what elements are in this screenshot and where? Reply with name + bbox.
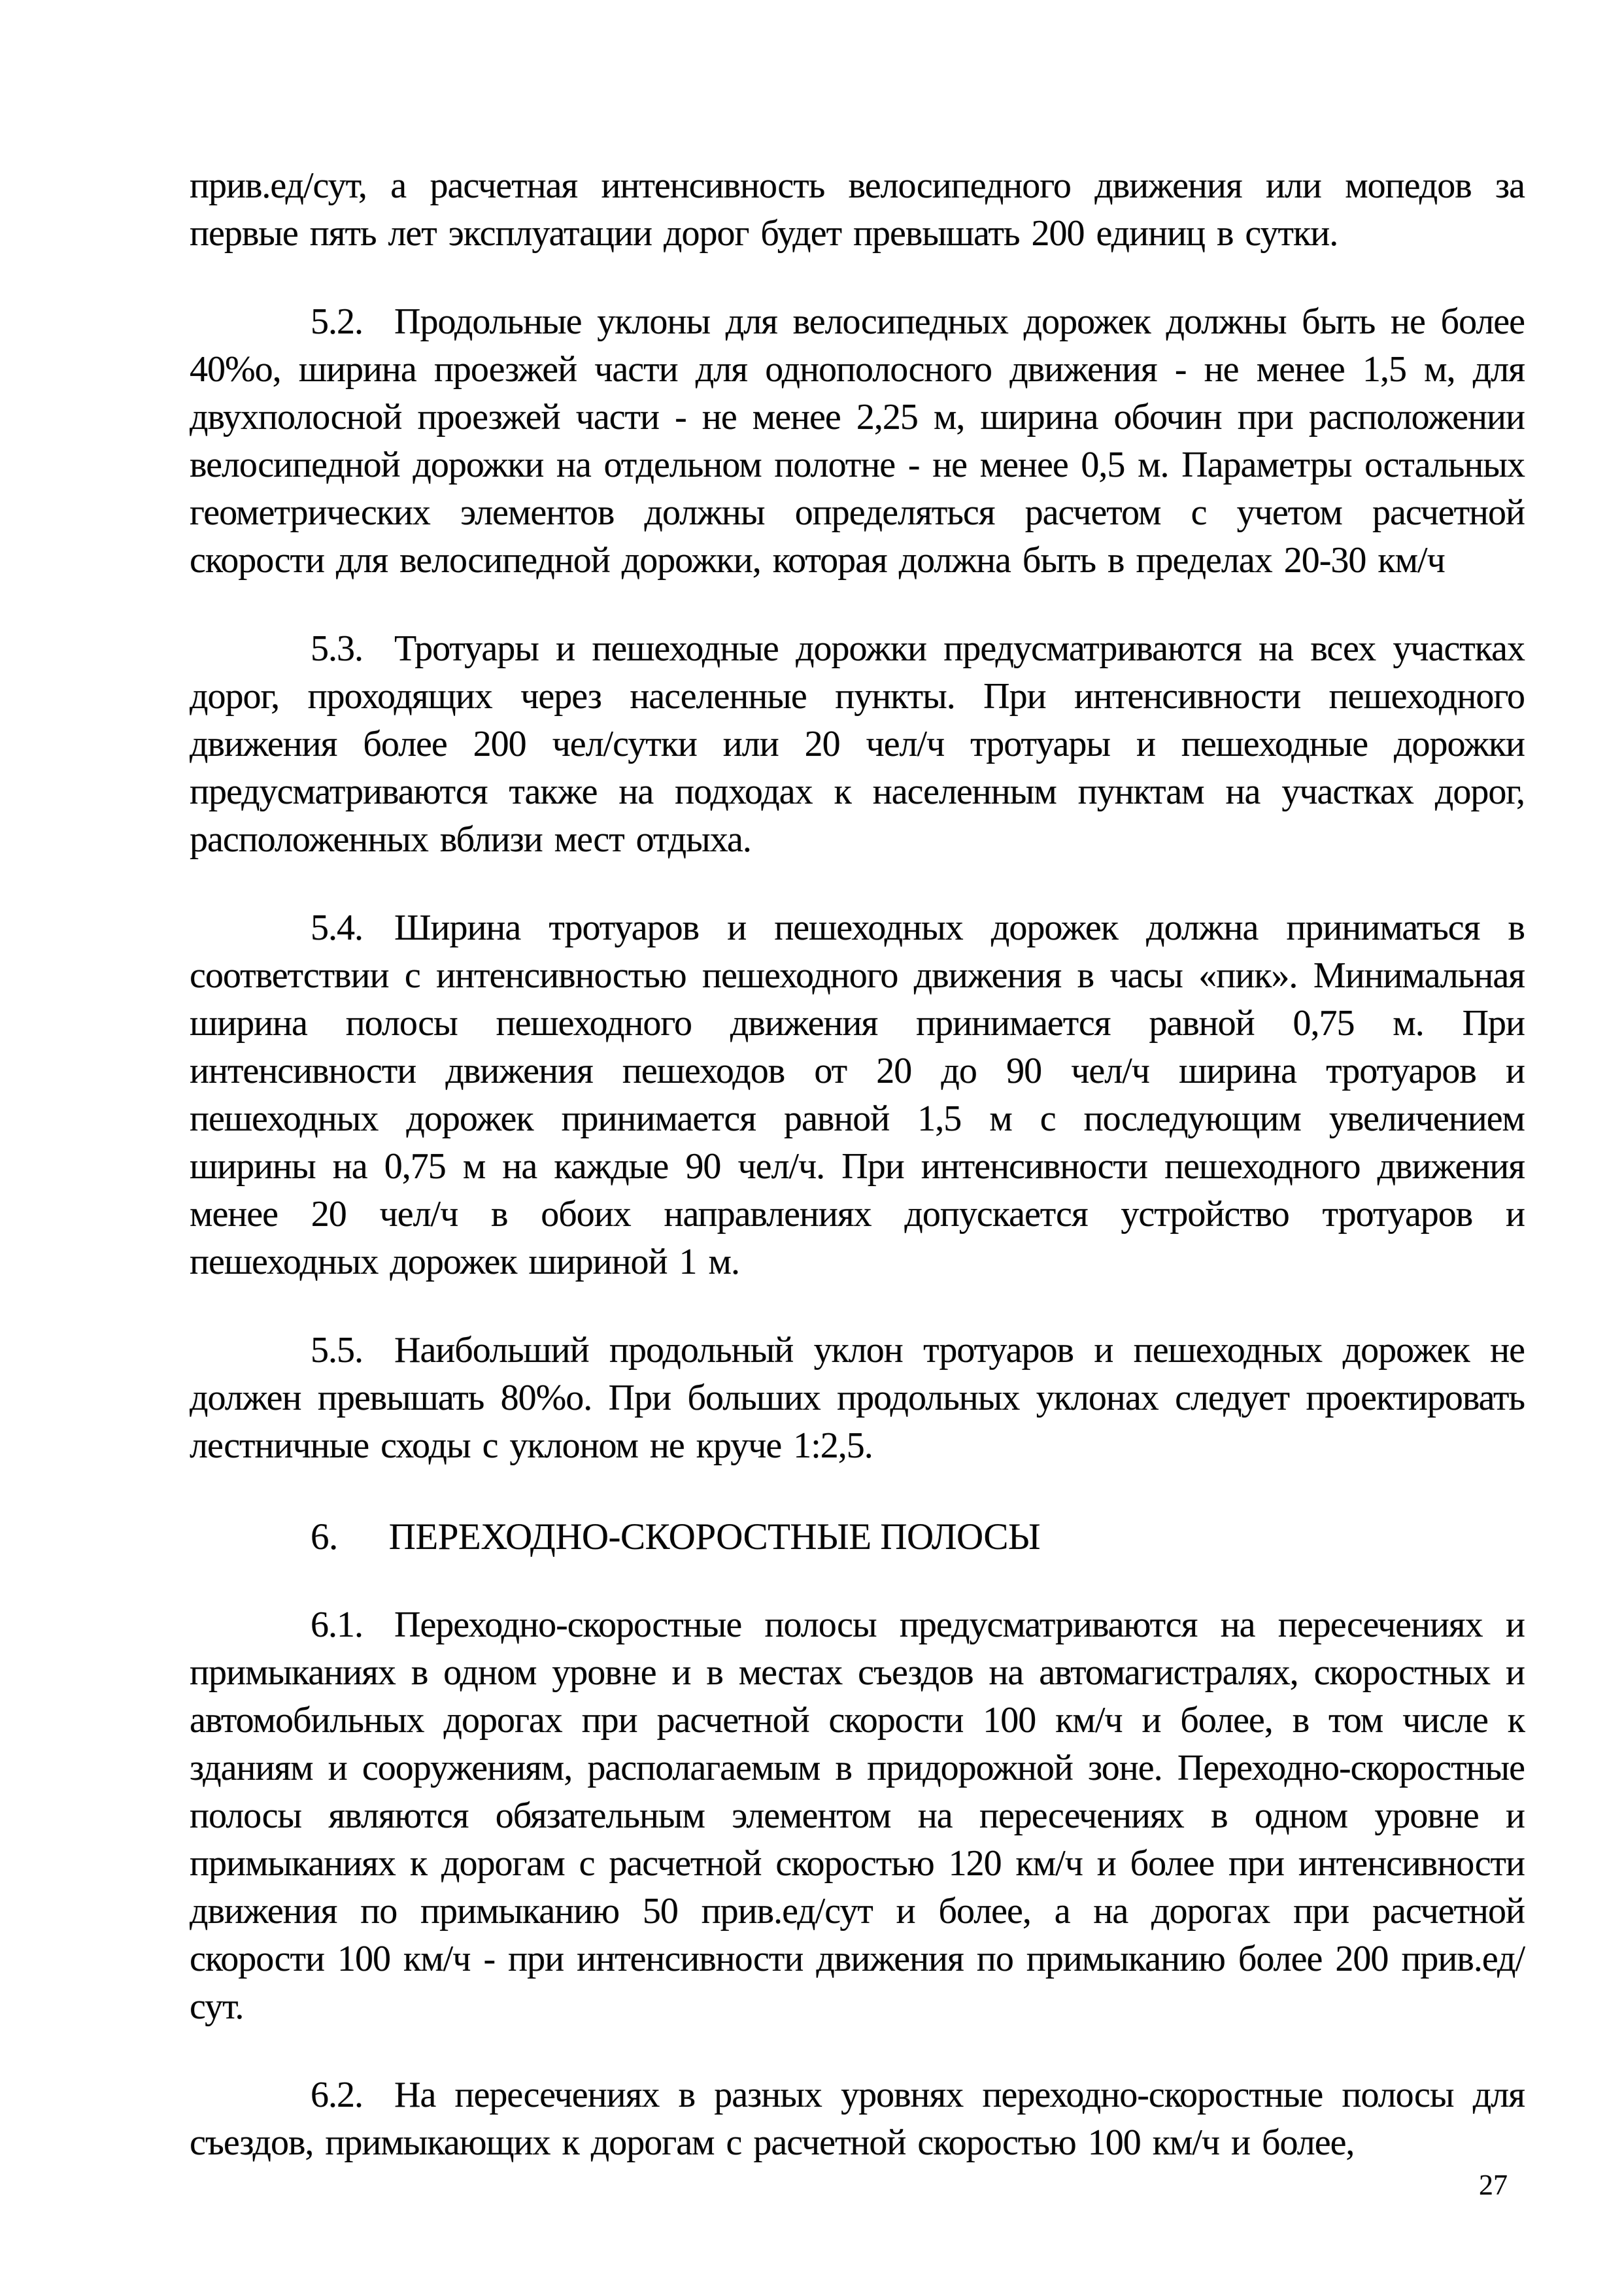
chapter-6-heading	[190, 1513, 1525, 1561]
paragraph-continuation: прив.ед/сут, а расчетная интенсивность велосипедного движения или мопедов за первые пять лет эксплуатации дорог будет превышать 200 единиц в сутки.	[190, 165, 1525, 254]
document-body	[190, 162, 1525, 2167]
section-6-1-text: Переходно-скоростные полосы предусматриваются на пересечениях и примыканиях в одном уровне и в местах съездов на автомагистралях, скоростных и автомобильных дорогах при расчетной скорости 100 км/ч и более, в том числе к зданиям и сооружениям, располагаемым в придорожной зоне. Переходно-скоростные полосы являются обязательным элементом на пересечениях в одном уровне и примыканиях к дорогам с расчетной скоростью 120 км/ч и более при интенсивности движения по примыканию 50 прив.ед/сут и более, а на дорогах при расчетной скорости 100 км/ч - при интенсивности движения по примыканию более 200 прив.ед/сут.	[190, 1605, 1525, 2027]
page-number: 27	[1479, 2169, 1508, 2201]
section-6-1-number: 6.1.	[311, 1605, 363, 1645]
section-5-4-number: 5.4.	[311, 908, 363, 948]
chapter-6-number: 6.	[311, 1516, 338, 1557]
section-5-2	[190, 298, 1525, 585]
section-5-4	[190, 904, 1525, 1286]
section-5-3	[190, 625, 1525, 864]
section-5-5	[190, 1327, 1525, 1470]
section-6-2-number: 6.2.	[311, 2075, 363, 2115]
section-5-5-number: 5.5.	[311, 1330, 363, 1370]
section-5-3-text: Тротуары и пешеходные дорожки предусматриваются на всех участках дорог, проходящих через населенные пункты. При интенсивности пешеходного движения более 200 чел/сутки или 20 чел/ч тротуары и пешеходные дорожки предусматриваются также на подходах к населенным пунктам на участках дорог, расположенных вблизи мест отдыха.	[190, 628, 1525, 860]
section-5-5-text: Наибольший продольный уклон тротуаров и пешеходных дорожек не должен превышать 80%о. При больших продольных уклонах следует проектировать лестничные сходы с уклоном не круче 1:2,5.	[190, 1330, 1525, 1466]
section-6-2	[190, 2071, 1525, 2167]
section-5-4-text: Ширина тротуаров и пешеходных дорожек должна приниматься в соответствии с интенсивностью пешеходного движения в часы «пик». Минимальная ширина полосы пешеходного движения принимается равной 0,75 м. При интенсивности движения пешеходов от 20 до 90 чел/ч ширина тротуаров и пешеходных дорожек принимается равной 1,5 м с последующим увеличением ширины на 0,75 м на каждые 90 чел/ч. При интенсивности пешеходного движения менее 20 чел/ч в обоих направлениях допускается устройство тротуаров и пешеходных дорожек шириной 1 м.	[190, 908, 1525, 1282]
chapter-6-title: ПЕРЕХОДНО-СКОРОСТНЫЕ ПОЛОСЫ	[388, 1516, 1041, 1557]
section-6-2-text: На пересечениях в разных уровнях переходно-скоростные полосы для съездов, примыкающих к дорогам с расчетной скоростью 100 км/ч и более,	[190, 2075, 1525, 2163]
section-5-2-number: 5.2.	[311, 301, 363, 342]
section-5-3-number: 5.3.	[311, 628, 363, 669]
section-6-1	[190, 1601, 1525, 2031]
section-5-2-text: Продольные уклоны для велосипедных дорожек должны быть не более 40%о, ширина проезжей части для однополосного движения - не менее 1,5 м, для двухполосной проезжей части - не менее 2,25 м, ширина обочин при расположении велосипедной дорожки на отдельном полотне - не менее 0,5 м. Параметры остальных геометрических элементов должны определяться расчетом с учетом расчетной скорости для велосипедной дорожки, которая должна быть в пределах 20-30 км/ч	[190, 301, 1525, 581]
